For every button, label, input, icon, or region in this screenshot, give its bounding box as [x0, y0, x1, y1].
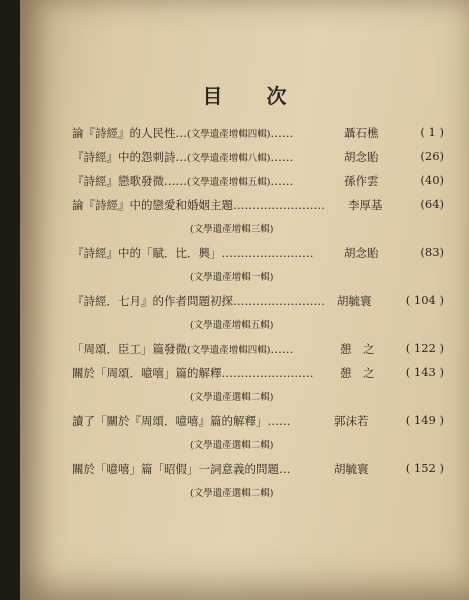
entry-source: (文學遺產增輯五輯)	[190, 320, 274, 331]
entry-source: (文學遺產增輯八輯)	[187, 153, 271, 164]
toc-entry	[72, 341, 452, 359]
entry-author: 李厚基	[348, 198, 383, 212]
entry-leader: ……	[270, 342, 294, 356]
entry-page: ( 1 )	[420, 125, 444, 139]
toc-entry	[72, 125, 452, 143]
entry-leader: ……………………	[221, 246, 314, 260]
entry-title: 關於「周頌．噫嘻」篇的解釋	[72, 366, 222, 380]
entry-leader: ……………………	[221, 366, 314, 380]
entry-leader: ……………………	[233, 294, 325, 308]
entry-title: 讀了「關於『周頌．噫嘻』篇的解釋」	[72, 414, 268, 428]
entry-source: (文學遺產增輯三輯)	[190, 224, 274, 235]
entry-author: 胡念貽	[344, 246, 379, 260]
toc-entry	[72, 149, 452, 167]
toc-entry	[72, 413, 452, 431]
entry-author: 胡毓寰	[337, 294, 372, 308]
toc-entry	[72, 173, 452, 191]
entry-author: 郭沫若	[334, 414, 369, 428]
entry-leader: ……	[270, 126, 294, 140]
entry-title: 『詩經』中的怨刺詩…	[72, 150, 187, 164]
entry-source: (文學遺產選輯二輯)	[190, 440, 274, 451]
entry-page: ( 152 )	[405, 461, 444, 475]
page-title: 目次	[202, 84, 331, 108]
entry-leader: ……………………	[233, 198, 325, 212]
book-page	[20, 0, 469, 600]
entry-author: 胡毓寰	[334, 462, 369, 476]
entry-page: (83)	[420, 245, 444, 259]
entry-source: (文學遺產選輯二輯)	[190, 488, 274, 499]
entry-page: ( 143 )	[405, 365, 444, 379]
entry-page: (26)	[420, 149, 444, 163]
toc-entry	[72, 293, 452, 311]
entry-author: 孫作雲	[344, 174, 379, 188]
table-of-contents	[72, 125, 452, 509]
entry-author: 胡念貽	[344, 150, 379, 164]
entry-title: 『詩經．七月』的作者問題初探	[72, 294, 233, 308]
entry-author: 聶石樵	[344, 126, 379, 140]
entry-leader: …	[279, 462, 291, 476]
entry-source: (文學遺產增輯四輯)	[187, 129, 271, 140]
entry-leader: ……	[267, 414, 291, 428]
entry-page: ( 149 )	[405, 413, 444, 427]
entry-title: 關於「噫嘻」篇「昭假」一詞意義的問題	[72, 462, 279, 476]
entry-title: 論『詩經』中的戀愛和婚姻主題	[72, 198, 233, 212]
entry-title: 論『詩經』的人民性…	[72, 126, 187, 140]
entry-source: (文學遺產選輯二輯)	[190, 392, 274, 403]
entry-page: ( 122 )	[405, 341, 444, 355]
entry-source: (文學遺產增輯一輯)	[190, 272, 274, 283]
entry-leader: ……	[270, 150, 294, 164]
entry-author: 憩 之	[340, 342, 375, 356]
entry-title: 『詩經』中的「賦．比．興」	[72, 246, 222, 260]
toc-entry	[72, 365, 452, 383]
entry-leader: ……	[270, 174, 294, 188]
entry-source: (文學遺產增輯四輯)	[187, 345, 271, 356]
entry-page: (64)	[420, 197, 444, 211]
toc-entry	[72, 461, 452, 479]
toc-entry	[72, 197, 452, 215]
entry-source: (文學遺產增輯五輯)	[187, 177, 271, 188]
entry-page: ( 104 )	[405, 293, 444, 307]
entry-author: 憩 之	[340, 366, 375, 380]
entry-page: (40)	[420, 173, 444, 187]
entry-title: 「周頌．臣工」篇發微	[72, 342, 187, 356]
entry-title: 『詩經』戀歌發微……	[72, 174, 187, 188]
toc-entry	[72, 245, 452, 263]
